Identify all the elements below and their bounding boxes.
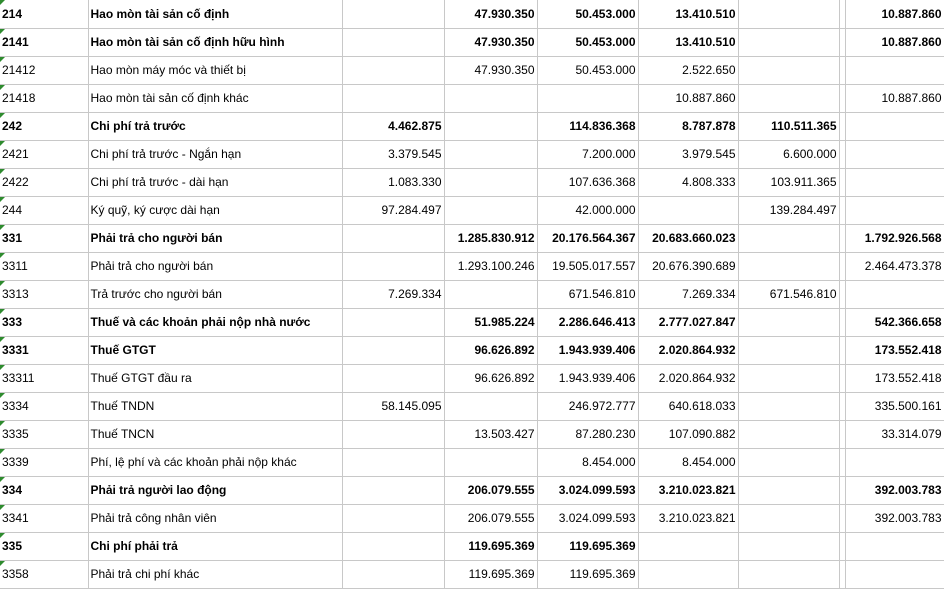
account-name-cell[interactable]: Thuế TNDN [88,392,342,420]
closing-credit-cell[interactable]: 1.792.926.568 [845,224,944,252]
period-credit-cell[interactable]: 4.808.333 [638,168,738,196]
opening-debit-cell[interactable] [342,224,444,252]
closing-credit-cell[interactable]: 392.003.783 [845,504,944,532]
opening-credit-cell[interactable]: 1.285.830.912 [444,224,537,252]
period-credit-cell[interactable]: 2.777.027.847 [638,308,738,336]
account-code-cell[interactable]: 214 [0,0,88,28]
account-code-cell[interactable]: 244 [0,196,88,224]
closing-credit-cell[interactable] [845,140,944,168]
period-debit-cell[interactable]: 50.453.000 [537,28,638,56]
account-name-cell[interactable]: Thuế GTGT đầu ra [88,364,342,392]
account-name-cell[interactable]: Phải trả công nhân viên [88,504,342,532]
opening-credit-cell[interactable]: 119.695.369 [444,532,537,560]
period-debit-cell[interactable]: 42.000.000 [537,196,638,224]
table-row [0,140,944,168]
table-row [0,420,944,448]
period-credit-cell[interactable]: 8.787.878 [638,112,738,140]
opening-credit-cell[interactable]: 47.930.350 [444,0,537,28]
opening-credit-cell[interactable]: 47.930.350 [444,28,537,56]
period-debit-cell[interactable]: 246.972.777 [537,392,638,420]
opening-debit-cell[interactable] [342,28,444,56]
opening-debit-cell[interactable]: 1.083.330 [342,168,444,196]
closing-credit-cell[interactable]: 10.887.860 [845,84,944,112]
table-row [0,252,944,280]
closing-debit-cell[interactable] [738,532,839,560]
period-credit-cell[interactable] [638,560,738,588]
closing-credit-cell[interactable] [845,196,944,224]
table-row [0,112,944,140]
period-debit-cell[interactable]: 671.546.810 [537,280,638,308]
closing-credit-cell[interactable]: 10.887.860 [845,0,944,28]
period-debit-cell[interactable]: 3.024.099.593 [537,504,638,532]
opening-debit-cell[interactable] [342,448,444,476]
account-code-cell[interactable]: 3331 [0,336,88,364]
closing-debit-cell[interactable] [738,392,839,420]
opening-credit-cell[interactable] [444,392,537,420]
period-credit-cell[interactable]: 107.090.882 [638,420,738,448]
opening-credit-cell[interactable]: 119.695.369 [444,560,537,588]
account-code-cell[interactable]: 2421 [0,140,88,168]
closing-debit-cell[interactable] [738,0,839,28]
opening-debit-cell[interactable] [342,504,444,532]
account-code-cell[interactable]: 331 [0,224,88,252]
opening-credit-cell[interactable]: 206.079.555 [444,504,537,532]
period-credit-cell[interactable]: 2.020.864.932 [638,364,738,392]
opening-debit-cell[interactable]: 58.145.095 [342,392,444,420]
period-debit-cell[interactable]: 19.505.017.557 [537,252,638,280]
closing-credit-cell[interactable]: 173.552.418 [845,336,944,364]
table-row [0,280,944,308]
opening-credit-cell[interactable]: 51.985.224 [444,308,537,336]
period-debit-cell[interactable]: 87.280.230 [537,420,638,448]
account-code-cell[interactable]: 33311 [0,364,88,392]
account-name-cell[interactable]: Chi phí trả trước - Ngắn hạn [88,140,342,168]
opening-credit-cell[interactable] [444,280,537,308]
closing-credit-cell[interactable] [845,56,944,84]
closing-debit-cell[interactable]: 103.911.365 [738,168,839,196]
account-code-cell[interactable]: 334 [0,476,88,504]
closing-debit-cell[interactable] [738,504,839,532]
account-name-cell[interactable]: Chi phí trả trước - dài hạn [88,168,342,196]
opening-debit-cell[interactable] [342,532,444,560]
opening-debit-cell[interactable] [342,336,444,364]
account-name-cell[interactable]: Thuế và các khoản phải nộp nhà nước [88,308,342,336]
period-debit-cell[interactable]: 119.695.369 [537,560,638,588]
account-name-cell[interactable]: Phải trả cho người bán [88,252,342,280]
opening-credit-cell[interactable]: 96.626.892 [444,336,537,364]
period-credit-cell[interactable]: 2.020.864.932 [638,336,738,364]
closing-debit-cell[interactable] [738,56,839,84]
account-name-cell[interactable]: Hao mòn tài sản cố định hữu hình [88,28,342,56]
period-credit-cell[interactable]: 640.618.033 [638,392,738,420]
closing-credit-cell[interactable] [845,280,944,308]
opening-credit-cell[interactable] [444,140,537,168]
opening-credit-cell[interactable]: 47.930.350 [444,56,537,84]
table-row [0,168,944,196]
table-row [0,392,944,420]
closing-credit-cell[interactable]: 335.500.161 [845,392,944,420]
table-row [0,364,944,392]
period-debit-cell[interactable]: 107.636.368 [537,168,638,196]
closing-credit-cell[interactable] [845,168,944,196]
account-code-cell[interactable]: 2141 [0,28,88,56]
opening-debit-cell[interactable] [342,476,444,504]
account-code-cell[interactable]: 21412 [0,56,88,84]
table-row [0,336,944,364]
account-code-cell[interactable]: 3335 [0,420,88,448]
account-code-cell[interactable]: 3358 [0,560,88,588]
closing-debit-cell[interactable]: 110.511.365 [738,112,839,140]
opening-debit-cell[interactable] [342,0,444,28]
opening-credit-cell[interactable] [444,168,537,196]
opening-credit-cell[interactable] [444,196,537,224]
closing-debit-cell[interactable] [738,476,839,504]
closing-debit-cell[interactable] [738,364,839,392]
opening-debit-cell[interactable] [342,56,444,84]
period-debit-cell[interactable]: 114.836.368 [537,112,638,140]
closing-debit-cell[interactable]: 6.600.000 [738,140,839,168]
period-credit-cell[interactable]: 3.210.023.821 [638,476,738,504]
closing-credit-cell[interactable] [845,532,944,560]
closing-credit-cell[interactable] [845,448,944,476]
account-code-cell[interactable]: 242 [0,112,88,140]
account-name-cell[interactable]: Hao mòn tài sản cố định khác [88,84,342,112]
closing-debit-cell[interactable] [738,28,839,56]
closing-debit-cell[interactable] [738,224,839,252]
opening-debit-cell[interactable] [342,420,444,448]
period-credit-cell[interactable]: 13.410.510 [638,0,738,28]
closing-credit-cell[interactable]: 33.314.079 [845,420,944,448]
period-debit-cell[interactable]: 50.453.000 [537,0,638,28]
account-name-cell[interactable]: Ký quỹ, ký cược dài hạn [88,196,342,224]
table-row [0,28,944,56]
table-row [0,224,944,252]
period-debit-cell[interactable]: 8.454.000 [537,448,638,476]
opening-credit-cell[interactable]: 96.626.892 [444,364,537,392]
period-debit-cell[interactable]: 20.176.564.367 [537,224,638,252]
closing-credit-cell[interactable]: 2.464.473.378 [845,252,944,280]
period-debit-cell[interactable]: 1.943.939.406 [537,336,638,364]
opening-debit-cell[interactable] [342,308,444,336]
period-credit-cell[interactable]: 20.683.660.023 [638,224,738,252]
period-debit-cell[interactable]: 3.024.099.593 [537,476,638,504]
closing-credit-cell[interactable]: 542.366.658 [845,308,944,336]
closing-debit-cell[interactable] [738,560,839,588]
table-row [0,308,944,336]
opening-credit-cell[interactable] [444,112,537,140]
opening-debit-cell[interactable] [342,84,444,112]
period-credit-cell[interactable]: 20.676.390.689 [638,252,738,280]
table-row [0,196,944,224]
account-code-cell[interactable]: 3339 [0,448,88,476]
period-credit-cell[interactable]: 13.410.510 [638,28,738,56]
period-debit-cell[interactable]: 2.286.646.413 [537,308,638,336]
account-code-cell[interactable]: 3341 [0,504,88,532]
closing-debit-cell[interactable] [738,308,839,336]
closing-debit-cell[interactable] [738,84,839,112]
account-name-cell[interactable]: Trả trước cho người bán [88,280,342,308]
period-credit-cell[interactable]: 10.887.860 [638,84,738,112]
closing-debit-cell[interactable] [738,336,839,364]
account-code-cell[interactable]: 3313 [0,280,88,308]
table-row [0,476,944,504]
period-credit-cell[interactable]: 3.979.545 [638,140,738,168]
table-row [0,504,944,532]
closing-debit-cell[interactable]: 671.546.810 [738,280,839,308]
period-debit-cell[interactable]: 1.943.939.406 [537,364,638,392]
account-code-cell[interactable]: 335 [0,532,88,560]
opening-credit-cell[interactable]: 1.293.100.246 [444,252,537,280]
account-name-cell[interactable]: Thuế TNCN [88,420,342,448]
table-row [0,0,944,28]
account-name-cell[interactable]: Phải trả cho người bán [88,224,342,252]
opening-debit-cell[interactable]: 4.462.875 [342,112,444,140]
closing-credit-cell[interactable]: 392.003.783 [845,476,944,504]
account-name-cell[interactable]: Hao mòn máy móc và thiết bị [88,56,342,84]
period-credit-cell[interactable]: 2.522.650 [638,56,738,84]
account-name-cell[interactable]: Phải trả người lao động [88,476,342,504]
period-credit-cell[interactable] [638,196,738,224]
closing-debit-cell[interactable]: 139.284.497 [738,196,839,224]
closing-credit-cell[interactable] [845,112,944,140]
opening-credit-cell[interactable]: 13.503.427 [444,420,537,448]
closing-credit-cell[interactable]: 173.552.418 [845,364,944,392]
closing-debit-cell[interactable] [738,420,839,448]
opening-credit-cell[interactable] [444,84,537,112]
opening-debit-cell[interactable] [342,252,444,280]
opening-credit-cell[interactable]: 206.079.555 [444,476,537,504]
account-name-cell[interactable]: Thuế GTGT [88,336,342,364]
account-code-cell[interactable]: 3311 [0,252,88,280]
period-credit-cell[interactable]: 8.454.000 [638,448,738,476]
opening-debit-cell[interactable]: 3.379.545 [342,140,444,168]
period-debit-cell[interactable]: 50.453.000 [537,56,638,84]
period-debit-cell[interactable] [537,84,638,112]
account-name-cell[interactable]: Hao mòn tài sản cố định [88,0,342,28]
account-code-cell[interactable]: 21418 [0,84,88,112]
table-row [0,532,944,560]
opening-credit-cell[interactable] [444,448,537,476]
account-code-cell[interactable]: 3334 [0,392,88,420]
opening-debit-cell[interactable]: 7.269.334 [342,280,444,308]
account-name-cell[interactable]: Chi phí trả trước [88,112,342,140]
table-row [0,84,944,112]
closing-credit-cell[interactable]: 10.887.860 [845,28,944,56]
period-debit-cell[interactable]: 119.695.369 [537,532,638,560]
period-credit-cell[interactable]: 7.269.334 [638,280,738,308]
closing-credit-cell[interactable] [845,560,944,588]
account-name-cell[interactable]: Phí, lệ phí và các khoản phải nộp khác [88,448,342,476]
table-row [0,56,944,84]
account-name-cell[interactable]: Chi phí phải trả [88,532,342,560]
period-credit-cell[interactable]: 3.210.023.821 [638,504,738,532]
closing-debit-cell[interactable] [738,448,839,476]
period-debit-cell[interactable]: 7.200.000 [537,140,638,168]
opening-debit-cell[interactable]: 97.284.497 [342,196,444,224]
table-row [0,448,944,476]
account-code-cell[interactable]: 333 [0,308,88,336]
opening-debit-cell[interactable] [342,560,444,588]
account-name-cell[interactable]: Phải trả chi phí khác [88,560,342,588]
table-row [0,560,944,588]
period-credit-cell[interactable] [638,532,738,560]
closing-debit-cell[interactable] [738,252,839,280]
account-code-cell[interactable]: 2422 [0,168,88,196]
opening-debit-cell[interactable] [342,364,444,392]
